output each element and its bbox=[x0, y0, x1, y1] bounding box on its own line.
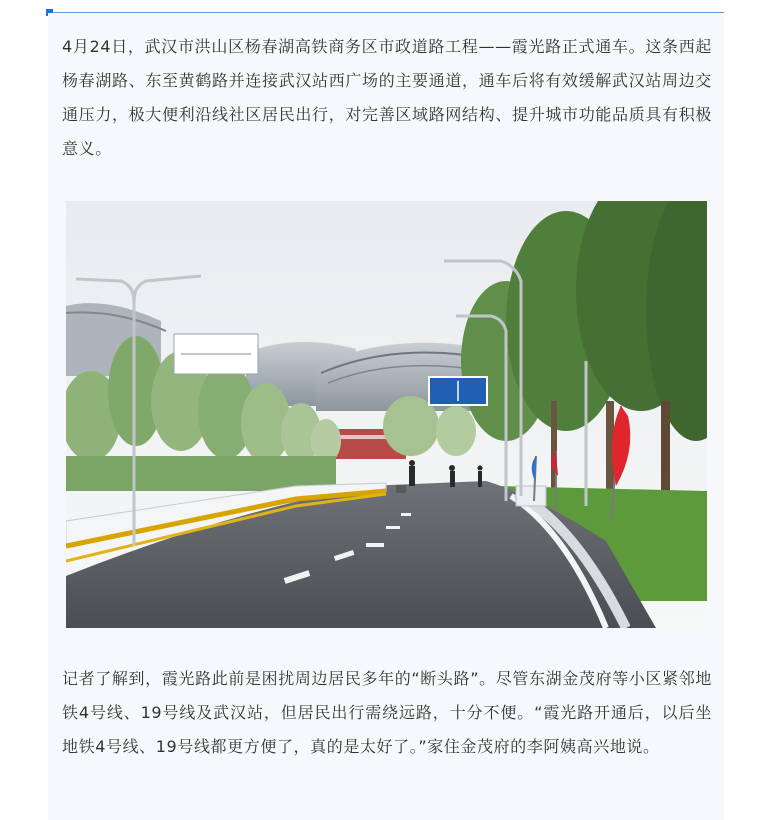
article-paragraph-intro: 4月24日，武汉市洪山区杨春湖高铁商务区市政道路工程——霞光路正式通车。这条西起杨春湖路、东至黄鹤路并连接武汉站西广场的主要通道，通车后将有效缓解武汉站周边交通压力，极大便利沿线社区居民出行，对完善区域路网结构、提升城市功能品质具有积极意义。 bbox=[62, 37, 712, 158]
article-paragraph-quote: 记者了解到，霞光路此前是困扰周边居民多年的“断头路”。尽管东湖金茂府等小区紧邻地铁4号线、19号线及武汉站，但居民出行需绕远路，十分不便。“霞光路开通后，以后坐地铁4号线、19号线都更方便了，真的是太好了。”家住金茂府的李阿姨高兴地说。 bbox=[62, 669, 712, 756]
article-photo bbox=[66, 201, 707, 628]
